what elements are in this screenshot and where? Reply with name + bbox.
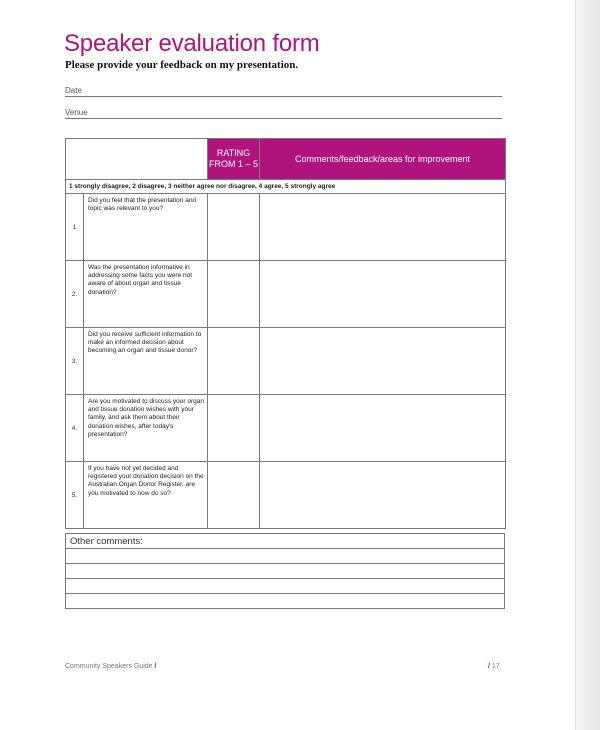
footer-slash-icon: / (488, 663, 490, 670)
page-edge (575, 0, 600, 730)
question-number: 4. (66, 395, 84, 462)
question-number: 2. (66, 261, 84, 328)
scale-row (66, 180, 506, 194)
other-comments-line[interactable] (66, 549, 505, 564)
header-blank-cell (66, 139, 208, 180)
question-text: Did you receive sufficient information to make an informed decision about becoming an organ and tissue donor? (88, 331, 202, 355)
question-text: If you have not yet decided and registered your donation decision on the Australian Organ Donor Register, are you motivated to now do so? (88, 465, 204, 497)
table-header-row (66, 139, 506, 180)
footer-guide-text: Community Speakers Guide (65, 663, 153, 670)
rating-input-cell[interactable] (208, 328, 260, 395)
comment-input-cell[interactable] (260, 261, 506, 328)
table-row (66, 462, 506, 529)
comments-header: Comments/feedback/areas for improvement (260, 139, 506, 180)
table-row (66, 194, 506, 261)
table-row (66, 395, 506, 462)
comment-input-cell[interactable] (260, 395, 506, 462)
venue-label: Venue (65, 108, 88, 117)
rating-input-cell[interactable] (208, 261, 260, 328)
form-title: Speaker evaluation form (64, 30, 320, 57)
rating-input-cell[interactable] (208, 395, 260, 462)
form-subtitle: Please provide your feedback on my presentation. (65, 59, 299, 71)
table-row (66, 261, 506, 328)
date-field[interactable] (65, 82, 502, 97)
rating-input-cell[interactable] (208, 462, 260, 529)
table-row (66, 328, 506, 395)
comment-input-cell[interactable] (260, 462, 506, 529)
page-number: 17 (491, 663, 500, 670)
comment-input-cell[interactable] (260, 194, 506, 261)
other-comments-line[interactable] (66, 564, 505, 579)
question-number: 3. (66, 328, 84, 395)
date-label: Date (65, 86, 82, 95)
venue-field[interactable] (65, 104, 502, 119)
comment-input-cell[interactable] (260, 328, 506, 395)
footer-page (488, 663, 500, 670)
footer-guide (65, 663, 156, 670)
other-comments-label: Other comments: (66, 534, 505, 549)
evaluation-table (65, 138, 506, 529)
question-number: 1 (66, 194, 84, 261)
question-text: Are you motivated to discuss your organ and tissue donation wishes with your family, and ask them about their donation wishes, after today's presentation? (88, 398, 204, 438)
rating-header: RATING FROM 1 – 5 (208, 139, 260, 180)
rating-input-cell[interactable] (208, 194, 260, 261)
question-text: Was the presentation informative in addressing some facts you were not aware of about organ and tissue donation? (88, 264, 193, 296)
rating-scale-text: 1 strongly disagree, 2 disagree, 3 neither agree nor disagree, 4 agree, 5 strongly agree (66, 180, 506, 194)
question-number: 5. (66, 462, 84, 529)
question-text: Did you feel that the presentation and topic was relevant to you? (88, 197, 197, 213)
other-comments-line[interactable] (66, 579, 505, 594)
other-comments-line[interactable] (66, 594, 505, 609)
other-comments-table (65, 533, 505, 609)
footer-slash-icon: / (154, 663, 157, 670)
